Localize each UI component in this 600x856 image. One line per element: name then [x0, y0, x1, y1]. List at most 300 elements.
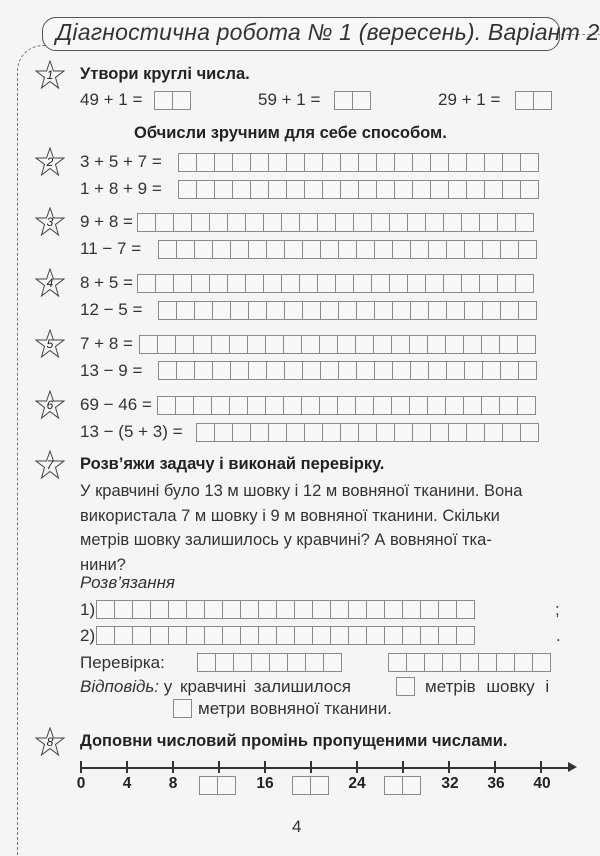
answer-cell[interactable] [247, 396, 266, 415]
answer-cell[interactable] [358, 153, 377, 172]
answer-cell[interactable] [373, 335, 392, 354]
answer-boxes-2-2[interactable] [178, 180, 539, 199]
answer-cell[interactable] [496, 653, 515, 672]
answer-cell[interactable] [463, 335, 482, 354]
answer-cell[interactable] [428, 240, 447, 259]
answer-cell[interactable] [388, 653, 407, 672]
answer-cell[interactable] [466, 153, 485, 172]
answer-cell[interactable] [158, 240, 177, 259]
answer-cell[interactable] [268, 153, 287, 172]
answer-cell[interactable] [425, 213, 444, 232]
answer-cell[interactable] [265, 396, 284, 415]
answer-cell[interactable] [168, 600, 187, 619]
answer-cell[interactable] [317, 274, 336, 293]
answer-cell[interactable] [305, 653, 324, 672]
answer-cell[interactable] [178, 153, 197, 172]
answer-cell[interactable] [232, 423, 251, 442]
answer-cell[interactable] [230, 361, 249, 380]
answer-cell[interactable] [338, 240, 357, 259]
answer-cell[interactable] [520, 180, 539, 199]
answer-cell[interactable] [448, 423, 467, 442]
answer-cell[interactable] [230, 301, 249, 320]
answer-boxes-4-1[interactable] [137, 274, 534, 293]
answer-boxes-3-2[interactable] [158, 240, 537, 259]
answer-boxes-5-2[interactable] [158, 361, 537, 380]
answer-cell[interactable] [517, 335, 536, 354]
answer-cell[interactable] [232, 180, 251, 199]
answer-cell[interactable] [464, 301, 483, 320]
answer-cell[interactable] [518, 361, 537, 380]
answer-cell[interactable] [410, 361, 429, 380]
answer-cell[interactable] [355, 396, 374, 415]
answer-cell[interactable] [518, 240, 537, 259]
answer-cell[interactable] [323, 653, 342, 672]
step-1-label: 1) [80, 600, 96, 619]
answer-cell[interactable] [233, 653, 252, 672]
answer-cell[interactable] [212, 240, 231, 259]
answer-cell[interactable] [464, 361, 483, 380]
answer-cell[interactable] [186, 626, 205, 645]
answer-cell[interactable] [366, 626, 385, 645]
answer-cell[interactable] [301, 335, 320, 354]
answer-cell[interactable] [284, 361, 303, 380]
answer-cell[interactable] [335, 213, 354, 232]
answer-cell[interactable] [250, 153, 269, 172]
answer-cell[interactable] [427, 335, 446, 354]
answer-cell[interactable] [484, 180, 503, 199]
answer-cell[interactable] [158, 361, 177, 380]
answer-cell[interactable] [191, 213, 210, 232]
answer-cell[interactable] [96, 600, 115, 619]
answer-cell[interactable] [340, 423, 359, 442]
answer-cell[interactable] [407, 213, 426, 232]
answer-cell[interactable] [132, 600, 151, 619]
answer-cell[interactable] [330, 600, 349, 619]
answer-cell[interactable] [456, 600, 475, 619]
answer-cell[interactable] [222, 600, 241, 619]
answer-cell[interactable] [240, 626, 259, 645]
answer-cell[interactable] [304, 153, 323, 172]
answer-cell[interactable] [392, 240, 411, 259]
answer-cell[interactable] [248, 240, 267, 259]
answer-cell[interactable] [394, 153, 413, 172]
answer-cell[interactable] [412, 423, 431, 442]
answer-cell[interactable] [155, 274, 174, 293]
answer-cell[interactable] [240, 600, 259, 619]
answer-cell[interactable] [211, 335, 230, 354]
answer-cell[interactable] [204, 600, 223, 619]
answer-cell[interactable] [391, 335, 410, 354]
answer-cell[interactable] [443, 274, 462, 293]
answer-cell[interactable] [438, 600, 457, 619]
answer-cell[interactable] [258, 626, 277, 645]
answer-cell[interactable] [481, 396, 500, 415]
answer-cell[interactable] [137, 274, 156, 293]
answer-cell[interactable] [319, 335, 338, 354]
answer-cell[interactable] [484, 423, 503, 442]
answer-cell[interactable] [168, 626, 187, 645]
answer-cell[interactable] [283, 335, 302, 354]
answer-cell[interactable] [299, 213, 318, 232]
answer-cell[interactable] [302, 361, 321, 380]
answer-cell[interactable] [175, 396, 194, 415]
answer-cell[interactable] [209, 274, 228, 293]
answer-cell[interactable] [410, 301, 429, 320]
answer-cell[interactable] [407, 274, 426, 293]
answer-cell[interactable] [420, 626, 439, 645]
answer-cell[interactable] [176, 361, 195, 380]
answer-cell[interactable] [427, 396, 446, 415]
answer-cell[interactable] [502, 180, 521, 199]
answer-cell[interactable] [114, 626, 133, 645]
answer-cell[interactable] [191, 274, 210, 293]
task-5-expr-1: 7 + 8 = [80, 334, 133, 353]
answer-cell[interactable] [338, 361, 357, 380]
answer-cell[interactable] [266, 240, 285, 259]
answer-cell[interactable] [266, 301, 285, 320]
answer-cell[interactable] [461, 274, 480, 293]
answer-cell[interactable] [420, 600, 439, 619]
answer-cell[interactable] [384, 626, 403, 645]
answer-cell[interactable] [353, 213, 372, 232]
answer-cell[interactable] [137, 213, 156, 232]
answer-cell[interactable] [500, 240, 519, 259]
answer-cell[interactable] [245, 274, 264, 293]
answer-cell[interactable] [229, 335, 248, 354]
answer-cell[interactable] [456, 626, 475, 645]
answer-cell[interactable] [482, 301, 501, 320]
answer-cell[interactable] [276, 626, 295, 645]
answer-cell[interactable] [448, 153, 467, 172]
answer-cell[interactable] [155, 213, 174, 232]
answer-cell[interactable] [499, 396, 518, 415]
solution-step-1-boxes[interactable] [96, 600, 475, 619]
answer-cell[interactable] [322, 153, 341, 172]
answer-cell[interactable] [371, 213, 390, 232]
answer-cell[interactable] [150, 626, 169, 645]
answer-cell[interactable] [320, 240, 339, 259]
answer-cell[interactable] [250, 180, 269, 199]
answer-cell[interactable] [286, 423, 305, 442]
answer-cell[interactable] [265, 335, 284, 354]
answer-cell[interactable] [442, 653, 461, 672]
answer-cell[interactable] [409, 335, 428, 354]
answer-cell[interactable] [215, 653, 234, 672]
answer-cell[interactable] [286, 153, 305, 172]
tick-mark [218, 761, 220, 773]
answer-cell[interactable] [515, 213, 534, 232]
answer-cell[interactable] [281, 213, 300, 232]
answer-cell[interactable] [412, 153, 431, 172]
answer-cell[interactable] [232, 153, 251, 172]
answer-cell[interactable] [358, 180, 377, 199]
answer-cell[interactable] [482, 361, 501, 380]
tick-label-16: 16 [256, 775, 274, 792]
answer-cell[interactable] [428, 361, 447, 380]
answer-boxes-4-2[interactable] [158, 301, 537, 320]
answer-cell[interactable] [358, 423, 377, 442]
answer-cell[interactable] [320, 301, 339, 320]
answer-cell[interactable] [500, 301, 519, 320]
answer-cell[interactable] [497, 213, 516, 232]
answer-cell[interactable] [479, 213, 498, 232]
answer-cell[interactable] [425, 274, 444, 293]
answer-cell[interactable] [463, 396, 482, 415]
answer-cell[interactable] [394, 423, 413, 442]
answer-cell[interactable] [114, 600, 133, 619]
tick-mark [494, 761, 496, 773]
answer-cell[interactable] [157, 335, 176, 354]
answer-cell[interactable] [301, 396, 320, 415]
answer-cell[interactable] [502, 423, 521, 442]
answer-cell[interactable] [196, 423, 215, 442]
answer-boxes-1-3[interactable] [515, 91, 552, 110]
answer-box-wool[interactable] [173, 699, 192, 718]
answer-cell[interactable] [281, 274, 300, 293]
answer-cell[interactable] [139, 335, 158, 354]
answer-boxes-1-1[interactable] [154, 91, 191, 110]
answer-cell[interactable] [410, 240, 429, 259]
answer-cell[interactable] [158, 301, 177, 320]
answer-cell[interactable] [353, 274, 372, 293]
answer-boxes-6-2[interactable] [196, 423, 539, 442]
answer-cell[interactable] [194, 301, 213, 320]
answer-cell[interactable] [248, 361, 267, 380]
answer-cell[interactable] [337, 335, 356, 354]
check-boxes-2[interactable] [388, 653, 551, 672]
answer-cell[interactable] [446, 301, 465, 320]
answer-cell[interactable] [284, 301, 303, 320]
task-1-heading: Утвори круглі числа. [80, 65, 250, 83]
answer-cell[interactable] [268, 423, 287, 442]
answer-cell[interactable] [276, 600, 295, 619]
answer-cell[interactable] [214, 423, 233, 442]
answer-cell[interactable] [248, 301, 267, 320]
answer-cell[interactable] [186, 600, 205, 619]
answer-cell[interactable] [466, 180, 485, 199]
answer-cell[interactable] [376, 180, 395, 199]
answer-cell[interactable] [173, 274, 192, 293]
answer-boxes-6-1[interactable] [157, 396, 536, 415]
check-label: Перевірка: [80, 653, 165, 672]
answer-cell[interactable] [322, 180, 341, 199]
answer-cell[interactable] [517, 396, 536, 415]
answer-cell[interactable] [299, 274, 318, 293]
answer-cell[interactable] [335, 274, 354, 293]
answer-cell[interactable] [460, 653, 479, 672]
answer-cell[interactable] [212, 361, 231, 380]
answer-cell[interactable] [294, 600, 313, 619]
answer-cell[interactable] [373, 396, 392, 415]
answer-cell[interactable] [446, 361, 465, 380]
answer-cell[interactable] [520, 153, 539, 172]
answer-cell[interactable] [319, 396, 338, 415]
answer-cell[interactable] [268, 180, 287, 199]
answer-cell[interactable] [227, 213, 246, 232]
answer-cell[interactable] [178, 180, 197, 199]
answer-cell[interactable] [312, 600, 331, 619]
answer-cell[interactable] [430, 153, 449, 172]
answer-cell[interactable] [209, 213, 228, 232]
answer-cell[interactable] [322, 423, 341, 442]
answer-cell[interactable] [150, 600, 169, 619]
answer-cell[interactable] [356, 361, 375, 380]
tick-mark [356, 761, 358, 773]
answer-cell[interactable] [229, 396, 248, 415]
missing-number-28-boxes[interactable] [384, 776, 421, 795]
answer-cell[interactable] [518, 301, 537, 320]
answer-cell[interactable] [245, 213, 264, 232]
answer-cell[interactable] [502, 153, 521, 172]
answer-cell[interactable] [266, 361, 285, 380]
answer-cell[interactable] [392, 301, 411, 320]
answer-cell[interactable] [482, 240, 501, 259]
answer-cell[interactable] [515, 274, 534, 293]
answer-cell[interactable] [338, 301, 357, 320]
answer-cell[interactable] [302, 301, 321, 320]
answer-cell[interactable] [330, 626, 349, 645]
answer-cell[interactable] [132, 626, 151, 645]
answer-cell[interactable] [366, 600, 385, 619]
solution-step-2-boxes[interactable] [96, 626, 475, 645]
answer-cell[interactable] [499, 335, 518, 354]
answer-cell[interactable] [430, 180, 449, 199]
answer-cell[interactable] [392, 361, 411, 380]
missing-number-12-boxes[interactable] [199, 776, 236, 795]
answer-cell[interactable] [497, 274, 516, 293]
answer-cell[interactable] [320, 361, 339, 380]
answer-text-2: метрів шовку і [425, 677, 550, 696]
answer-cell[interactable] [284, 240, 303, 259]
answer-cell[interactable] [211, 396, 230, 415]
answer-cell[interactable] [175, 335, 194, 354]
answer-cell[interactable] [263, 274, 282, 293]
answer-cell[interactable] [230, 240, 249, 259]
answer-boxes-2-1[interactable] [178, 153, 539, 172]
answer-cell[interactable] [269, 653, 288, 672]
answer-cell[interactable] [478, 653, 497, 672]
answer-cell[interactable] [196, 180, 215, 199]
answer-cell[interactable] [374, 301, 393, 320]
answer-cell[interactable] [384, 600, 403, 619]
answer-cell[interactable] [247, 335, 266, 354]
answer-cell[interactable] [374, 361, 393, 380]
answer-cell[interactable] [446, 240, 465, 259]
answer-cell[interactable] [157, 396, 176, 415]
answer-cell[interactable] [402, 600, 421, 619]
answer-cell[interactable] [479, 274, 498, 293]
answer-cell[interactable] [376, 423, 395, 442]
answer-cell[interactable] [214, 153, 233, 172]
answer-cell[interactable] [212, 301, 231, 320]
answer-cell[interactable] [196, 153, 215, 172]
answer-boxes-1-2[interactable] [334, 91, 371, 110]
answer-cell[interactable] [448, 180, 467, 199]
answer-cell[interactable] [514, 653, 533, 672]
answer-cell[interactable] [484, 153, 503, 172]
answer-cell[interactable] [500, 361, 519, 380]
answer-cell[interactable] [520, 423, 539, 442]
answer-cell[interactable] [286, 180, 305, 199]
answer-cell[interactable] [251, 653, 270, 672]
answer-cell[interactable] [391, 396, 410, 415]
answer-cell[interactable] [356, 301, 375, 320]
answer-cell[interactable] [258, 600, 277, 619]
answer-cell[interactable] [376, 153, 395, 172]
answer-cell[interactable] [204, 626, 223, 645]
answer-cell[interactable] [283, 396, 302, 415]
answer-cell[interactable] [389, 213, 408, 232]
answer-cell[interactable] [402, 626, 421, 645]
answer-cell[interactable] [481, 335, 500, 354]
answer-cell[interactable] [371, 274, 390, 293]
answer-cell[interactable] [304, 423, 323, 442]
answer-cell[interactable] [227, 274, 246, 293]
answer-cell[interactable] [445, 335, 464, 354]
answer-cell[interactable] [430, 423, 449, 442]
answer-cell[interactable] [464, 240, 483, 259]
answer-cell[interactable] [374, 240, 393, 259]
answer-cell[interactable] [340, 180, 359, 199]
missing-number-20-boxes[interactable] [292, 776, 329, 795]
answer-cell[interactable] [438, 626, 457, 645]
answer-cell[interactable] [466, 423, 485, 442]
answer-cell[interactable] [214, 180, 233, 199]
answer-cell[interactable] [317, 213, 336, 232]
answer-cell[interactable] [406, 653, 425, 672]
answer-cell[interactable] [294, 626, 313, 645]
answer-cell[interactable] [389, 274, 408, 293]
answer-cell[interactable] [193, 335, 212, 354]
answer-cell[interactable] [337, 396, 356, 415]
answer-box-silk[interactable] [396, 677, 415, 696]
answer-cell[interactable] [348, 600, 367, 619]
answer-boxes-3-1[interactable] [137, 213, 534, 232]
answer-cell[interactable] [356, 240, 375, 259]
answer-cell[interactable] [532, 653, 551, 672]
answer-cell[interactable] [197, 653, 216, 672]
answer-cell[interactable] [409, 396, 428, 415]
answer-cell[interactable] [193, 396, 212, 415]
answer-cell[interactable] [96, 626, 115, 645]
answer-cell[interactable] [194, 240, 213, 259]
answer-cell[interactable] [176, 240, 195, 259]
answer-cell[interactable] [428, 301, 447, 320]
answer-cell[interactable] [348, 626, 367, 645]
answer-cell[interactable] [412, 180, 431, 199]
answer-cell[interactable] [194, 361, 213, 380]
answer-cell[interactable] [302, 240, 321, 259]
answer-cell[interactable] [176, 301, 195, 320]
answer-cell[interactable] [445, 396, 464, 415]
answer-cell[interactable] [250, 423, 269, 442]
answer-cell[interactable] [461, 213, 480, 232]
answer-cell[interactable] [304, 180, 323, 199]
answer-cell[interactable] [355, 335, 374, 354]
answer-cell[interactable] [394, 180, 413, 199]
answer-boxes-5-1[interactable] [139, 335, 536, 354]
answer-text-3: метри вовняної тканини. [198, 699, 392, 718]
answer-cell[interactable] [222, 626, 241, 645]
answer-cell[interactable] [287, 653, 306, 672]
answer-cell[interactable] [312, 626, 331, 645]
check-boxes-1[interactable] [197, 653, 342, 672]
answer-cell[interactable] [263, 213, 282, 232]
answer-cell[interactable] [424, 653, 443, 672]
answer-cell[interactable] [173, 213, 192, 232]
answer-cell[interactable] [443, 213, 462, 232]
answer-cell[interactable] [340, 153, 359, 172]
